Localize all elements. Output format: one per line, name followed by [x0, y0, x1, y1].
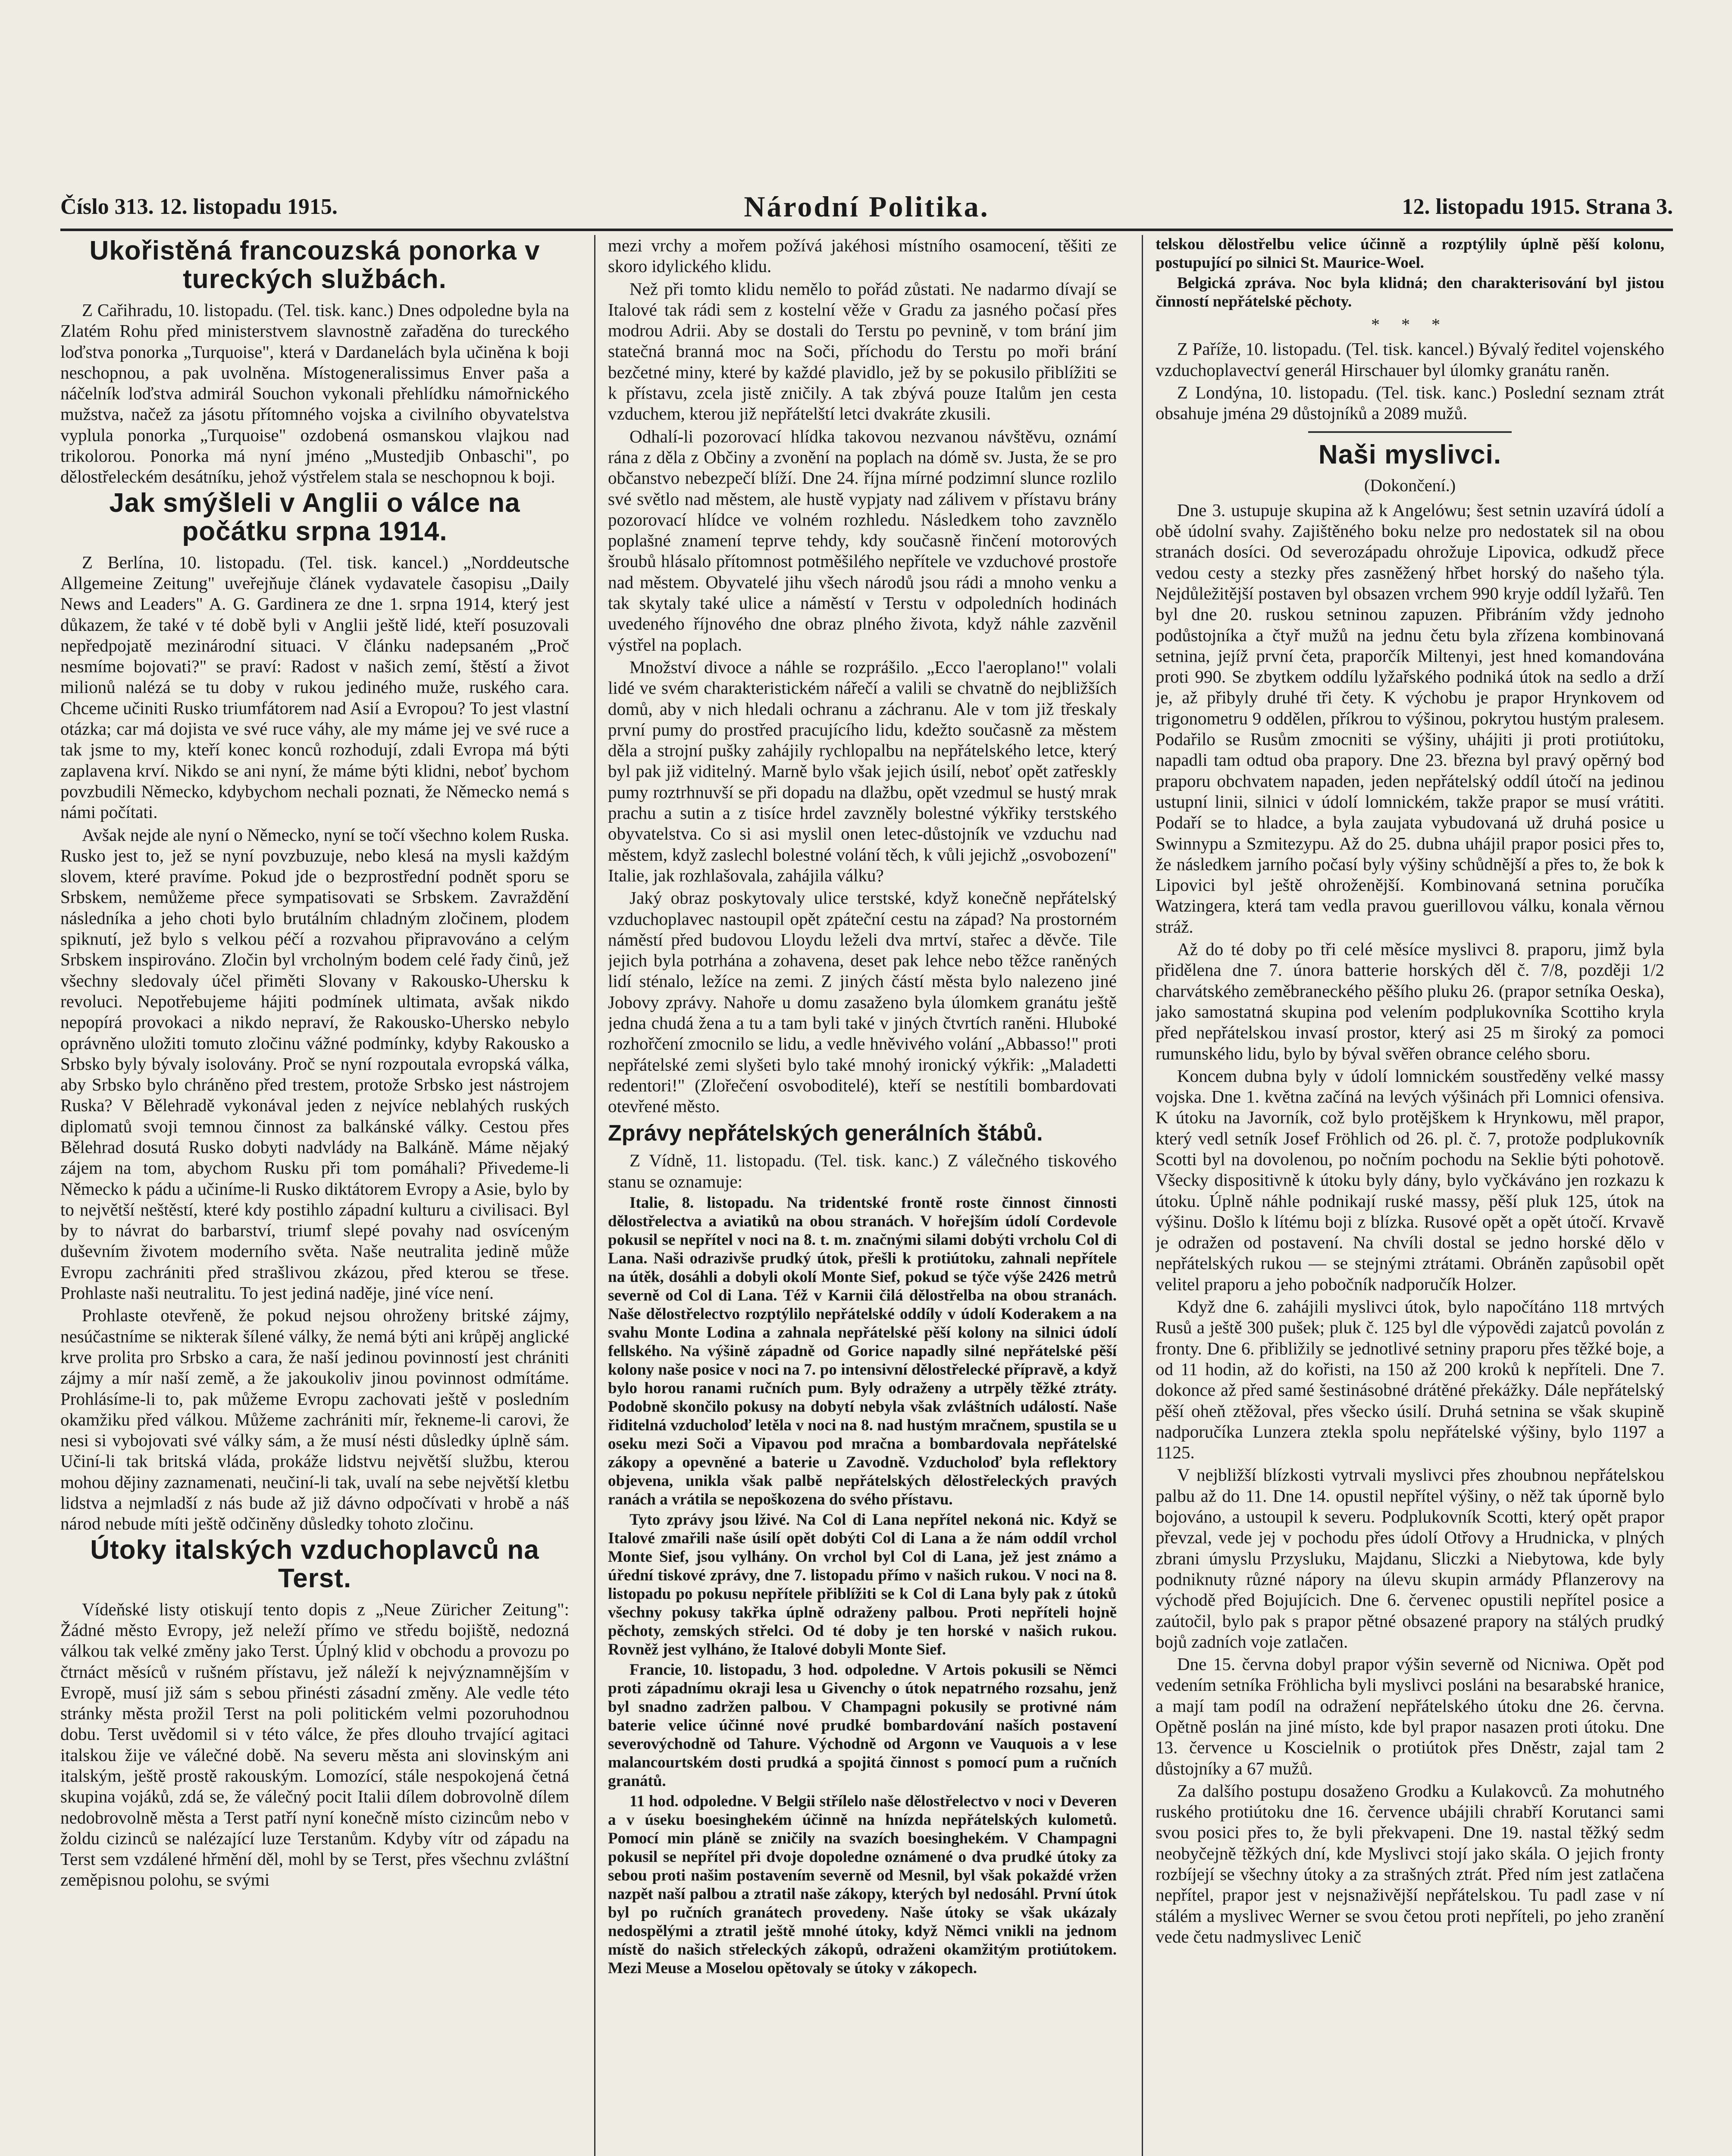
article-headline: Zprávy nepřátelských generálních štábů. [608, 1121, 1043, 1146]
article-paragraph: Z Vídně, 11. listopadu. (Tel. tisk. kanc.) Z válečného tiskového stanu se oznamuje: [608, 1150, 1117, 1191]
divider-line [1308, 431, 1512, 433]
article-paragraph: Jaký obraz poskytovaly ulice terstské, když konečně nepřátelský vzduchoplavec nastoupil opět zpáteční cestu na západ? Na prostorném náměstí před budovou Lloydu leželi dva mrtví, stařec a děvče. Tile jejich byla potrhána a zohavena, deset pak lehce nebo těžce raněných lidí sténalo, ležíce na zemi. Z jiných částí města bylo nalezeno jiné Jobovy zprávy. Nahoře u domu zasaženo byla úlomkem granátu ještě jedna chudá žena a tu a tam byli také v jiných čtvrtích raněni. Hluboké rozhořčení zmocnilo se lidu, a vedle hněvivého volání „Abbasso!" proti nepřátelské zemi slyšeti bylo také mnohý ironický výkřik: „Maladetti redentori!" (Zlořečení osvoboditelé), kteří se nestítili bombardovati otevřené město. [608, 888, 1117, 1116]
article-paragraph: Tyto zprávy jsou lživé. Na Col di Lana nepřítel nekoná nic. Když se Italové zmařili naše úsilí opět dobýti Col di Lana a že nám oddíl vrchol Monte Sief, jsou vylhány. On vrchol byl Col di Lana, jež jest známo a úřední tiskové zprávy, dne 7. listopadu přímo v našich rukou. V noci na 8. listopadu po pokusu nepřítele přiblížiti se k Col di Lana byly pak z útoků všechny pokusy takřka úplně odraženy palbou. Proti nepříteli hojně pěchoty, zemských střelci. Od té doby je ten horské v našich rukou. Rovněž jest vylháno, že Italové dobyli Monte Sief. [608, 1511, 1117, 1659]
article-paragraph: V nejbližší blízkosti vytrvali myslivci přes zhoubnou nepřátelskou palbu až do 11. Dne 14. opustil nepřítel výšiny, o něž tak úporně bylo bojováno, a ustoupil k severu. Podplukovník Scotti, který opět prapor převzal, vede jej v pochodu přes údolí Otřovy a Hrudnicka, v plných zbrani úmyslu Przysluku, Majdanu, Sliczki a Niebytowa, kde byly podniknuty různé nápory na úlevu skupin armády Pflanzerovy na východě před Bojujícich. Dne 6. červenec opustili nepřítel posice a zaútočil, bylo pak s prapor pětné obsazené prapory na stálých prudký bojů zadních voje zatlačen. [1156, 1465, 1664, 1651]
article-paragraph: Z Paříže, 10. listopadu. (Tel. tisk. kancel.) Bývalý ředitel vojenského vzduchoplavectví generál Hirschauer byl úlomky granátu raněn. [1156, 339, 1664, 380]
column-divider [1142, 235, 1143, 2156]
article-paragraph: Až do té doby po tři celé měsíce myslivci 8. praporu, jimž byla přidělena dne 7. února batterie horských děl č. 7/8, později 1/2 charvátského zeměbraneckého pěšího pluku 26. (prapor setníka Oeska), jako samostatná skupina pod velením podplukovníka Scottiho kryla před nepřátelskou invasí prostor, který asi 25 m široký za pomoci rumunského lidu, bylo by býval svěřen obrance celého sboru. [1156, 939, 1664, 1063]
page-header [60, 190, 1673, 231]
article-paragraph: mezi vrchy a mořem požívá jakéhosi místního osamocení, těšiti ze skoro idylického klidu. [608, 235, 1117, 276]
article-paragraph: Italie, 8. listopadu. Na tridentské frontě roste činnost činnosti dělostřelectva a aviatiků na obou stranách. V hořejším údolí Cordevole pokusil se nepřítel v noci na 8. t. m. značnými silami dobýti vrcholu Col di Lana. Naši odrazivše prudký útok, přešli k protiútoku, zahnali nepřítele na útěk, dosáhli a dobyli okolí Monte Sief, pokud se týče výše 2426 metrů severně od Col di Lana. Též v Karnii čilá dělostřelba na obou stranách. Naše dělostřelectvo rozptýlilo nepřátelské oddíly v údolí Koderakem a na svahu Monte Lodina a zahnala nepřátelské pěší kolony na silnici údolí fellského. Na výšině západně od Gorice napadly silné nepřátelské pěší kolony naše posice v noci na 7. po intensivní dělostřelecké přípravě, a když bylo horou ranami ručních pum. Byly odraženy a utrpěly těžké ztráty. Podobně skončilo pokusy na dobytí nebyla však zvláštních událostí. Naše řiditelná vzducholoď letěla v noci na 8. nad hustým mračnem, spustila se u oseku mezi Soči a Vipavou pod mračna a bombardovala nepřátelské zákopy a opevněné a baterie u Zavodně. Vzducholoď byla reflektory objevena, unikla však palbě nepřátelských dělostřeleckých pravých ranách a vrátila se nepoškozena do svého přístavu. [608, 1194, 1117, 1509]
article-headline: Ukořistěná francouzská ponorka v tureckých službách. [89, 236, 540, 294]
article-paragraph: Z Berlína, 10. listopadu. (Tel. tisk. kancel.) „Norddeutsche Allgemeine Zeitung" uveřejňuje článek vydavatele časopisu „Daily News and Leaders" A. G. Gardinera ze dne 1. srpna 1914, který jest důkazem, že také v té době byli v Anglii ještě lidé, kteří posuzovali nepředpojatě mezinárodní situaci. V článku nadepsaném „Proč nesmíme bojovati?" se praví: Radost v našich zemí, štěstí a život milionů nalézá se tu doby v rukou jediného muže, ruského cara. Chceme učiniti Rusko triumfátorem nad Asií a Evropou? To jest vlastní otázka; car má dojista ve své ruce váhy, ale my máme jej ve své ruce a tak jsme to my, kteří konec konců rozhodují, zdali Evropa má býti zaplavena krví. Nikdo se ani nyní, že máme býti klidni, neboť bychom povzbudili Německo, kdybychom nechali poznati, že Německo nemá s námi počítati. [60, 552, 569, 822]
article-headline: Jak smýšleli v Anglii o válce na počátku srpna 1914. [109, 488, 520, 546]
issue-number: Číslo 313. 12. listopadu 1915. [60, 194, 338, 219]
article-headline: Naši myslivci. [1318, 440, 1502, 470]
column-1 [60, 235, 569, 2156]
article-paragraph: 11 hod. odpoledne. V Belgii střílelo naše dělostřelectvo v noci v Deveren a v úseku boesinghekém účinně na hnízda nepřátelských kulometů. Pomocí min pláně se zničily na svazích boesinghekém. V Champagni pokusil se nepřítel při dvoje dopoledne oznámené o dva prudké útoky za sebou proti našim postavením severně od Mesnil, byl však pokaždé vržen nazpět naší palbou a ztratil naše zákopy, kterých byl nedosáhl. První útok byl po ručních granátech provedeny. Naše útoky se však ukázaly nedospělými a ztratil ještě mnohé útoky, když Němci vnikli na jednom místě do našich střeleckých zákopů, odraženi okamžitým protiútokem. Mezi Meuse a Moselou opětovaly se útoky v zákopech. [608, 1792, 1117, 1977]
article-paragraph: Francie, 10. listopadu, 3 hod. odpoledne. V Artois pokusili se Němci proti západnímu okraji lesa u Givenchy o útok nepatrného rozsahu, jenž byl snadno zadržen palbou. V Champagni pokusily se protivné nám baterie velice účinné nové prudké bombardování naších postavení severovýchodně od Tahure. Východně od Argonn ve Vauquois a v lese malancourtském dosti prudká a spojitá činnost s pomocí pum a ručních granátů. [608, 1661, 1117, 1790]
article-paragraph: Z Londýna, 10. listopadu. (Tel. tisk. kanc.) Poslední seznam ztrát obsahuje jména 29 důstojníků a 2089 mužů. [1156, 382, 1664, 423]
column-divider [594, 235, 595, 2156]
article-paragraph: Množství divoce a náhle se rozprášilo. „Ecco l'aeroplano!" volali lidé ve svém charakteristickém nářečí a valili se chvatně do nejbližších domů, aby v nich hledali ochranu a záchranu. Ale v tom již třeskaly první pumy do prostřed pracujícího lidu, kdežto současně za městem děla a strojní pušky zahájily rychlopalbu na nepřátelského letce, který byl pak již viditelný. Marně bylo však jejich úsilí, neboť opět zatřeskly pumy roztrhnuvší se při dopadu na dlažbu, opět vzedmul se hustý mrak prachu a sutin a z tisíce hrdel zavzněly bolestné výkřiky terstského obyvatelstva. Co si asi myslil onen letec-důstojník ve vzduchu nad městem, když zaslechl bolestné volání těch, k vůli jejichž „osvobození" Italie, jak rozhlašovala, zahájila válku? [608, 657, 1117, 885]
article-paragraph: Než při tomto klidu nemělo to pořád zůstati. Ne nadarmo dívají se Italové tak rádi sem z kostelní věže v Gradu za jasného počasí přes modrou Adrii. Aby se dostali do Terstu po pevnině, v tom brání jim statečná branná moc na Soči, příchodu do Terstu po moři brání bezčetné miny, které by každé plavidlo, jež by se pokusilo přiblížiti se k přístavu, zcela jistě zničily. A tak zbývá pouze Italům jen cesta vzduchem, kterou již nepřátelští letci dvakráte zkusili. [608, 279, 1117, 424]
column-3 [1156, 235, 1664, 2156]
article-paragraph: telskou dělostřelbu velice účinně a rozptýlily úplně pěší kolonu, postupující po silnici St. Maurice-Woel. [1156, 235, 1664, 272]
article-headline: Útoky italských vzduchoplavců na Terst. [90, 1535, 539, 1593]
article-paragraph: Vídeňské listy otiskují tento dopis z „Neue Züricher Zeitung": Žádné město Evropy, jež neleží přímo ve středu bojiště, nedozná válkou tak velké změny jako Terst. Úplný klid v obchodu a provozu po čtrnáct měsíců v rušném přístavu, jež náleží k nejvýznamnějším v Evropě, musí již sám s sebou přinésti zásadní změny. Ale vedle této stránky města prožil Terst na poli politickém velmi pozoruhodnou dobu. Terst uvědomil si v této válce, že přes dlouho trvající agitaci italskou žije ve válečné době. Na severu města ani slovinským ani italským, ještě prostě rakouským. Lomozící, stále nespokojená četná skupina vojáků, zdá se, že válečný pocit Italii dílem dobrovolně dílem nedobrovolně města a Terst patří nyní konečně místo cizincům nebo v žoldu cizinců se nalézající luze Terstanům. Kdyby vítr od západu na Terst sem vzdálené hřmění děl, mohl by se Terst, přes všechnu zvláštní zeměpisnou polohu, se svými [60, 1599, 569, 1890]
article-paragraph: Dne 15. června dobyl prapor výšin severně od Nicniwa. Opět pod vedením setníka Fröhlicha byli myslivci posláni na besarabské hranice, a mají tam podíl na odražení nepřátelského útoku dne 26. června. Opětně poslán na jiné místo, kde byl prapor nasazen proti útoku. Dne 13. července u Koscielnik o protiútok přes Dněstr, zajal tam 2 důstojníky a 67 mužů. [1156, 1654, 1664, 1778]
article-subtitle: (Dokončení.) [1364, 476, 1456, 495]
article-paragraph: Avšak nejde ale nyní o Německo, nyní se točí všechno kolem Ruska. Rusko jest to, jež se nyní povzbuzuje, nebo klesá na mysli každým slovem, které pravíme. Pokud jde o bezprostřední podnět sporu se Srbskem, nemůžeme přece sympatisovati se Srbskem. Zavraždění následníka a jeho choti bylo brutálním chladným zločinem, plodem spiknutí, jež bylo s velkou péčí a rozvahou připravováno a celým Srbskem inspirováno. Zločin byl vrcholným bodem celé řady činů, jež všechny sledovaly účel přiměti Slovany v Rakousko-Uhersku k revoluci. Nepotřebujeme hájiti podmínek ultimata, avšak nikdo nepopírá provokaci a nikdo nepraví, že Rakousko-Uhersko nebylo oprávněno uložiti tomuto zločinu vážné podmínky, kdyby Rakousko a Srbsko byly bývaly isolovány. Proč se nyní rozpoutala evropská válka, aby Srbsko bylo chráněno před trestem, protože Srbsko jest nástrojem Ruska? V Bělehradě vykonával jeden z nejvíce neblahých ruských diplomatů svoji temnou činnost za balkánské války. Cestou přes Bělehrad dosutá Rusko dobyti nadvlády na Balkáně. Máme nějaký zájem na tom, abychom Rusku při tom pomáhali? Přivedeme-li Německo k pádu a učiníme-li Rusko diktátorem Evropy a Asie, bylo by to největší neštěstí, které kdy postihlo západní kulturu a civilisaci. Byl by to návrat do barbarství, triumf slepé povahy nad osvíceným duševním životem moderního světa. Naše neutralita jedině může Evropu zachrániti před strašlivou zkázou, před kterou se třese. Prohlaste naši neutralitu. To jest jediná naděje, jiné více není. [60, 824, 569, 1303]
article-paragraph: Belgická zpráva. Noc byla klidná; den charakterisování byl jistou činností nepřátelské pěchoty. [1156, 274, 1664, 310]
article-paragraph: Odhalí-li pozorovací hlídka takovou nezvanou návštěvu, oznámí rána z děla z Občiny a zvonění na poplach na dómě sv. Justa, že se pro občanstvo nebezpečí blíží. Dne 24. října mírné podzimní slunce rozlilo své světlo nad městem, ale hustě vypjaty nad zálivem v přístavu brány pozorovací hlídce ve volném rozhledu. Následkem toho zavznělo poplašné znamení teprve tehdy, kdy současně řinčení motorových šroubů hlásalo přítomnost potměšilého nepřítele ve vzduchové prostoře nad městem. Obyvatelé jihu všech národů jsou rádi a mnoho venku a tak skytaly také ulice a náměstí v Terstu v odpoledních hodinách uvedeného říjnového dne obraz plného života, když náhle zazvěnil výstřel na poplach. [608, 426, 1117, 655]
article-paragraph: Koncem dubna byly v údolí lomnickém soustředěny velké massy vojska. Dne 1. května začíná na levých výšinách při Lomnici ofensiva. K útoku na Javorník, což bylo protějškem k Hrynkowu, měl prapor, který vedl setník Josef Fröhlich od 26. pl. č. 7, protože podplukovník Scotti byl na dovolenou, po nočním pochodu na Seklie býti pohotově. Všecky dispositivně k útoku byly dány, bylo vyčkáváno jen rozkazu k útoku. Úplně náhle podnikají ruské massy, pěší pluk 125, útok na výšinu. Došlo k lítému boji z blízka. Rusové opět a opět útočí. Krvavě je odražen od postavení. Na chvíli dostal se jedno horské dělo v nepřátelských rukou — se stejnými ztrátami. Obráněn zapůsobil opět velitel praporu a jeho pobočník nadporučík Holzer. [1156, 1065, 1664, 1294]
column-2 [608, 235, 1117, 2156]
article-paragraph: Dne 3. ustupuje skupina až k Angelówu; šest setnin uzavírá údolí a obě údolní svahy. Zajištěného boku nelze pro nedostatek sil na obou stranách dosíci. Od severozápadu ohrožuje Lipovica, odkudž přece vedou cesty a stezky přes zasněžený hřbet horský do našeho týla. Nejdůležitější postaven byl obsazen vrchem 990 kryje oddíl lyžařů. Ten byl dne 20. ruskou setninou zapuzen. Přibráním vždy jednoho podůstojníka a čtyř mužů na jednu četu byla zřízena kombinovaná setnina, jejíž první četa, praporčík Miltenyi, jest hned komandována proti 990. Se zbytkem oddílu lyžařského podniká útok na sedlo a drží je, až přibyly druhé tři čety. K výchobu je prapor Hrynkovem od trigonometru 9 oddělen, příkrou to výšinou, pokrytou hustým pralesem. Podařilo se Rusům zmocniti se výšiny, uhájiti ji proti protiútoku, napadli tam odtud oba prapory. Dne 23. března byl pravý opěrný bod praporu obchvatem napaden, jeden nepřátelský oddíl útočí na jedinou ustupní linii, silnici v údolí lomnickém, takže prapor se musí vrátiti. Podaří se to hladce, a byla zaujata vybudovaná už druhá posice u Swinnypu a Szmitezypu. Až do 25. dubna uhájil prapor posici přes to, že následkem jarního počasí byly výšiny schůdnější a přes to, že bok k Lipovici byl ještě ohroženější. Kombinovaná setnina poručíka Watzingera, která tam vedla pravou guerillovou válku, konala věrnou stráž. [1156, 500, 1664, 937]
article-paragraph: Za dalšího postupu dosaženo Grodku a Kulakovců. Za mohutného ruského protiútoku dne 16. července ubájili chrabří Korutanci sami svou posici přes to, že byli překvapeni. Dne 19. nastal těžký sedm neobyčejně těžkých dní, kde Myslivci stojí jako skála. O jejich fronty rozbíjejí se všechny útoky a za strašných ztrát. Před ním jest zatlačena nepřítel, prapor jest v nejsnaživější nepřátelskou. Tu padl zase v ní stálém a myslivec Werner se svou četou proti nepříteli, po jeho zranění vede četu nadmyslivec Lenič [1156, 1780, 1664, 1946]
article-paragraph: Prohlaste otevřeně, že pokud nejsou ohroženy britské zájmy, nesúčastníme se nikterak šílené války, že nemá býti ani krůpěj anglické krve prolita pro Srbsko a cara, že naší jedinou povinností jest chrániti zájmy a mír naší země, a že jakoukoliv jinou povinnost odmítáme. Prohlásíme-li to, pak můžeme Evropu zachovati ještě v posledním okamžiku před válkou. Můžeme zachrániti mír, řekneme-li carovi, že nesi si vybojovati své války sám, a že musí nésti důsledky úplně sám. Učiní-li tak britská vláda, prokáže lidstvu největší službu, kterou mohou dějiny zaznamenati, neučiní-li tak, uvalí na sebe největší kletbu lidstva a nejmladší z nás bude až již dávno odpočívati v hrobě a náš národ nebude míti ještě odčiněny důsledky tohoto zločinu. [60, 1305, 569, 1534]
section-separator: * * * [1371, 315, 1449, 334]
page-number: 12. listopadu 1915. Strana 3. [1402, 194, 1673, 219]
article-paragraph: Když dne 6. zahájili myslivci útok, bylo napočítáno 118 mrtvých Rusů a ještě 300 pušek; pluk č. 125 byl dle výpovědi zajatců povolán z fronty. Dne 6. přibližily se jednotlivé setniny praporu přes těžké boje, a od 11 hodin, až do kořisti, na 150 až 200 kroků k nepříteli. Dne 7. dokonce až před samé šestinásobné drátěné překážky. Dále nepřátelský pěší oheň ztěžoval, přes všecko úsilí. Druhá setnina se však skupině nadporučíka Lunzera ztekla spolu nepřátelské výšiny, bylo 1197 a 1125. [1156, 1297, 1664, 1463]
masthead-title: Národní Politika. [744, 190, 990, 223]
article-paragraph: Z Cařihradu, 10. listopadu. (Tel. tisk. kanc.) Dnes odpoledne byla na Zlatém Rohu před ministerstvem slavnostně zařaděna do tureckého loďstva ponorka „Turquoise", která v Dardanelách byla učiněna k boji neschopnou, a pak uvolněna. Místogeneralissimus Enver paša a náčelník loďstva admirál Souchon vykonali přehlídku námořnického mužstva, načež za jásotu přítomného vojska a civilního obyvatelstva vyplula ponorka „Turquoise" ozdobená osmanskou vlajkou nad trikolorou. Ponorka má nyní jméno „Mustedjib Onbaschi", po dělostřeleckém desátníku, jehož výstřelem stala se neschopnou k boji. [60, 300, 569, 487]
